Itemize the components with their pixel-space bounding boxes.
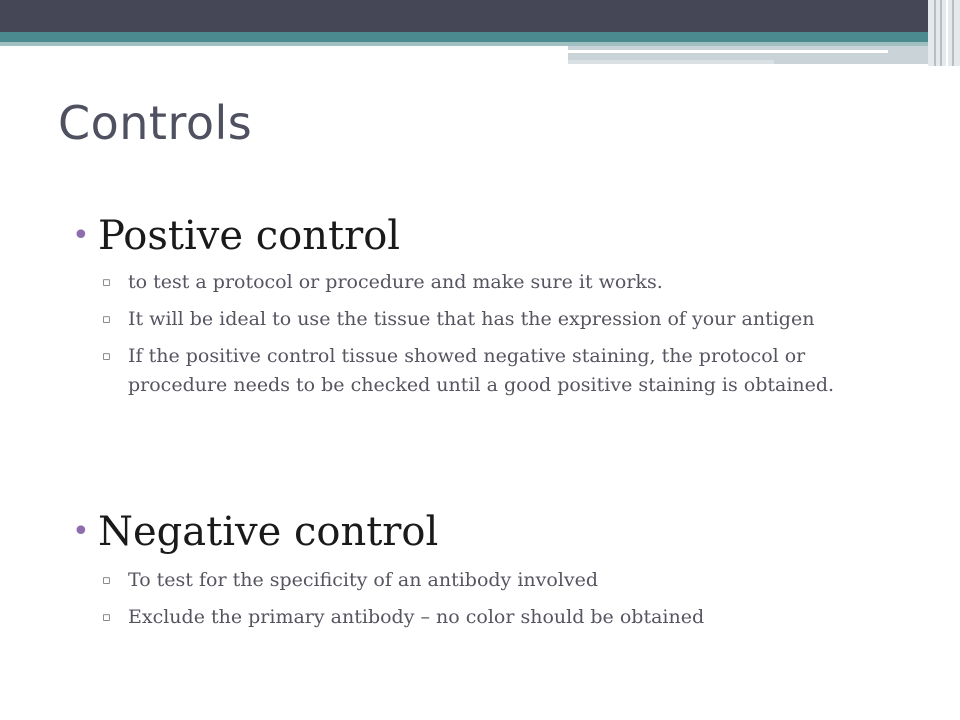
square-bullet-icon: ▫ [102,573,111,588]
section-heading-text: Negative control [98,509,439,555]
list-item-text: It will be ideal to use the tissue that has the expression of your antigen [128,308,815,330]
list-item-text: To test for the specificity of an antibody involved [128,569,599,591]
list-item [72,603,862,632]
sub-bullet-list [72,268,862,400]
section-heading [72,210,862,262]
square-bullet-icon: ▫ [102,610,111,625]
list-item-text: If the positive control tissue showed negative staining, the protocol or procedure needs to be checked until a good positive staining is obtained. [128,345,835,396]
bullet-dot-icon: • [72,218,90,253]
section-heading [72,506,862,558]
list-item [72,566,862,595]
list-item [72,268,862,297]
section-heading-text: Postive control [98,213,401,259]
sub-bullet-list [72,566,862,632]
list-item [72,342,862,400]
section-positive-control [72,210,862,408]
list-item [72,305,862,334]
square-bullet-icon: ▫ [102,312,111,327]
list-item-text: Exclude the primary antibody – no color should be obtained [128,606,705,628]
slide-title: Controls [58,96,253,150]
square-bullet-icon: ▫ [102,275,111,290]
bullet-dot-icon: • [72,514,90,549]
section-negative-control [72,506,862,640]
square-bullet-icon: ▫ [102,349,111,364]
list-item-text: to test a protocol or procedure and make sure it works. [128,271,663,293]
